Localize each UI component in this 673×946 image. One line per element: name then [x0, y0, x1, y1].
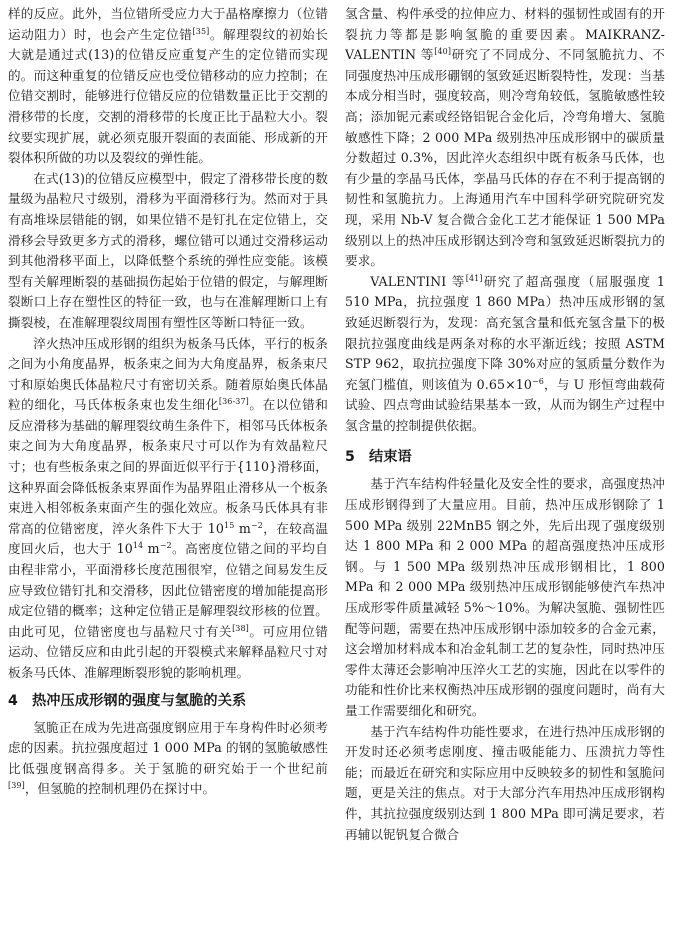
paragraph [8, 4, 328, 169]
text-run: VALENTINI 等 [370, 273, 466, 289]
text-run: ，与 U 形恒弯曲载荷试验、四点弯曲试验结果基本一致，从而为钢生产过程中氢含量的控制提供依据。 [345, 376, 665, 433]
left-column [8, 4, 328, 946]
paragraph: 基于汽车结构件功能性要求，在进行热冲压成形钢的开发时还必须考虑刚度、撞击吸能能力、压溃抗力等性能；而最近在研究和实际应用中反映较多的韧性和氢脆问题，更是关注的焦点。对于大部分汽车用热冲压成形钢构件，其抗拉强度级别达到 1 800 MPa 即可满足要求，若再辅以铌钒复合微合 [345, 723, 665, 842]
exponent: 14 [132, 541, 144, 551]
section-heading [8, 690, 328, 712]
section-heading [345, 446, 665, 468]
text-run: 淬火热冲压成形钢的组织为板条马氏体，平行的板条之间为小角度晶界，板条束之间为大角度晶界，板条束尺寸和原始奥氏体晶粒尺寸有密切关系。随着原始奥氏体晶粒的细化，马氏体板条束也发生细化 [8, 335, 328, 413]
right-column [345, 4, 665, 946]
exponent: −2 [250, 520, 263, 530]
exponent: 15 [224, 520, 235, 530]
citation: [35] [192, 26, 210, 36]
text-run: ，但氢脆的控制机理仍在探讨中。 [24, 781, 216, 797]
spacer [345, 436, 665, 440]
text-run: 。解理裂纹的初始长大就是通过式(13)的位错反应重复产生的定位错而实现的。而这种重复的位错反应也受位错移动的应力控制；在位错交割时，能够进行位错反应的位错数量正比于交割的滑移带的长度，交割的滑移带的长度正比于晶粒大小。裂纹要实现扩展，就必须克服开裂面的表面能、形成新的开裂体积所做的功以及裂纹的弹性能。 [8, 26, 328, 166]
text-run: 研究了超高强度（屈服强度 1 510 MPa，抗拉强度 1 860 MPa）热冲压成形钢的氢致延迟断裂行为，发现：高充氢含量和低充氢含量下的极限抗拉强度曲线是两条对称的水平渐近线；按照 ASTM STP 962，取抗拉强度下降 30%对应的氢质量分数作为充氢门槛值，则该值为 0.65×10 [345, 273, 665, 392]
citation: [38] [232, 623, 249, 633]
section-number: 4 [8, 692, 18, 709]
text-run: 氢含量、构件承受的拉伸应力、材料的强韧性或固有的开裂抗力等都是影响氢脆的重要因素。MAIKRANZ-VALENTIN 等 [345, 6, 665, 63]
citation: [41] [465, 273, 483, 283]
text-run: 研究了不同成分、不同氢脆抗力、不同强度热冲压成形硼钢的氢致延迟断裂特性，发现：当基本成分相当时，强度较高，则冷弯角较低，氢脆敏感性较高；添加铌元素或经铬铝铌合金化后，冷弯角增大、氢脆敏感性下降；2 000 MPa 级别热冲压成形钢中的碳质量分数超过 0.3%，因此淬火态组织中既有板条马氏体，也有少量的孪晶马氏体，孪晶马氏体的存在不利于提高钢的韧性和氢脆抗力。上海通用汽车中国科学研究院研究发现，采用 Nb-V 复合微合金化工艺才能保证 1 500 MPa 级别以上的热冲压成形钢达到冷弯和氢致延迟断裂抗力的要求。 [345, 47, 665, 269]
paragraph [345, 4, 665, 272]
text-run: 。在以位错和反应滑移为基础的解理裂纹萌生条件下，相邻马氏体板条束之间为大角度晶界，板条束尺寸可以作为有效晶粒尺寸；也有些板条束之间的界面近似平行于{110}滑移面，这种界面会降低板条束界面作为晶界阻止滑移从一个板条束进入相邻板条束面产生的强化效应。板条马氏体具有非常高的位错密度，淬火条件下大于 10 [8, 397, 328, 536]
text-run: 。可应用位错运动、位错反应和由此引起的开裂模式来解释晶粒尺寸对板条马氏体、准解理断裂形貌的影响机理。 [8, 623, 328, 680]
text-run: 样的反应。此外，当位错所受应力大于晶格摩擦力（位错运动阻力）时，也会产生定位错 [8, 6, 328, 42]
exponent: −2 [159, 541, 172, 551]
section-title: 结束语 [368, 449, 412, 466]
section-title: 热冲压成形钢的强度与氢脆的关系 [31, 692, 247, 709]
text-run: m [143, 541, 160, 557]
paragraph [8, 718, 328, 800]
text-run: ，在较高温度回火后，也大于 10 [8, 520, 328, 557]
text-run: m [234, 520, 251, 536]
paragraph: 基于汽车结构件轻量化及安全性的要求，高强度热冲压成形钢得到了大量应用。目前，热冲压成形钢除了 1 500 MPa 级别 22MnB5 钢之外，先后出现了强度级别达 1 800 MPa 和 2 000 MPa 的超高强度热冲压成形钢。与 1 500 MPa 级别热冲压成形钢相比，1 800 MPa 和 2 000 MPa 级别热冲压成形钢能够使汽车热冲压成形零件质量减轻 5%～10%。为解决氢脆、强韧性匹配等问题，需要在热冲压成形钢中添加较多的合金元素，这会增加材料成本和冶金轧制工艺的复杂性，同时热冲压零件太薄还会影响冲压淬火工艺的实施，因此在以零件的功能和性价比来权衡热冲压成形钢的强度问题时，尚有大量工作需要细化和研究。 [345, 476, 665, 718]
paragraph [345, 272, 665, 437]
citation: [36-37] [218, 397, 249, 407]
citation: [39] [8, 781, 25, 791]
section-number: 5 [345, 449, 355, 466]
text-run: 。高密度位错之间的平均自由程非常小，平面滑移长度范围很窄，位错之间易发生反应导致位错钉扎和交滑移，因此位错密度的增加能提高形成定位错的概率；这种定位错正是解理裂纹形核的位置。由此可见，位错密度也与晶粒尺寸有关 [8, 541, 328, 639]
exponent: −6 [531, 376, 544, 386]
text-run: 氢脆正在成为先进高强度钢应用于车身构件时必须考虑的因素。抗拉强度超过 1 000 MPa 的钢的氢脆敏感性比低强度钢高得多。关于氢脆的研究始于一个世纪前 [8, 719, 328, 776]
paragraph [8, 334, 328, 684]
citation: [40] [434, 47, 452, 57]
paragraph: 在式(13)的位错反应模型中，假定了滑移带长度的数量级为晶粒尺寸级别，滑移为平面滑移行为。然而对于具有高堆垛层错能的钢，如果位错不是钉扎在定位错上，交滑移会导致更多方式的滑移，螺位错可以通过交滑移运动到其他滑移平面上，以降低整个系统的弹性应变能。该模型有关解理断裂的基础损伤起始于位错的假定，与解理断裂断口上存在塑性区的特征一致，也与在准解理断口上有撕裂棱，在准解理裂纹周围有塑性区等断口特征一致。 [8, 170, 328, 330]
